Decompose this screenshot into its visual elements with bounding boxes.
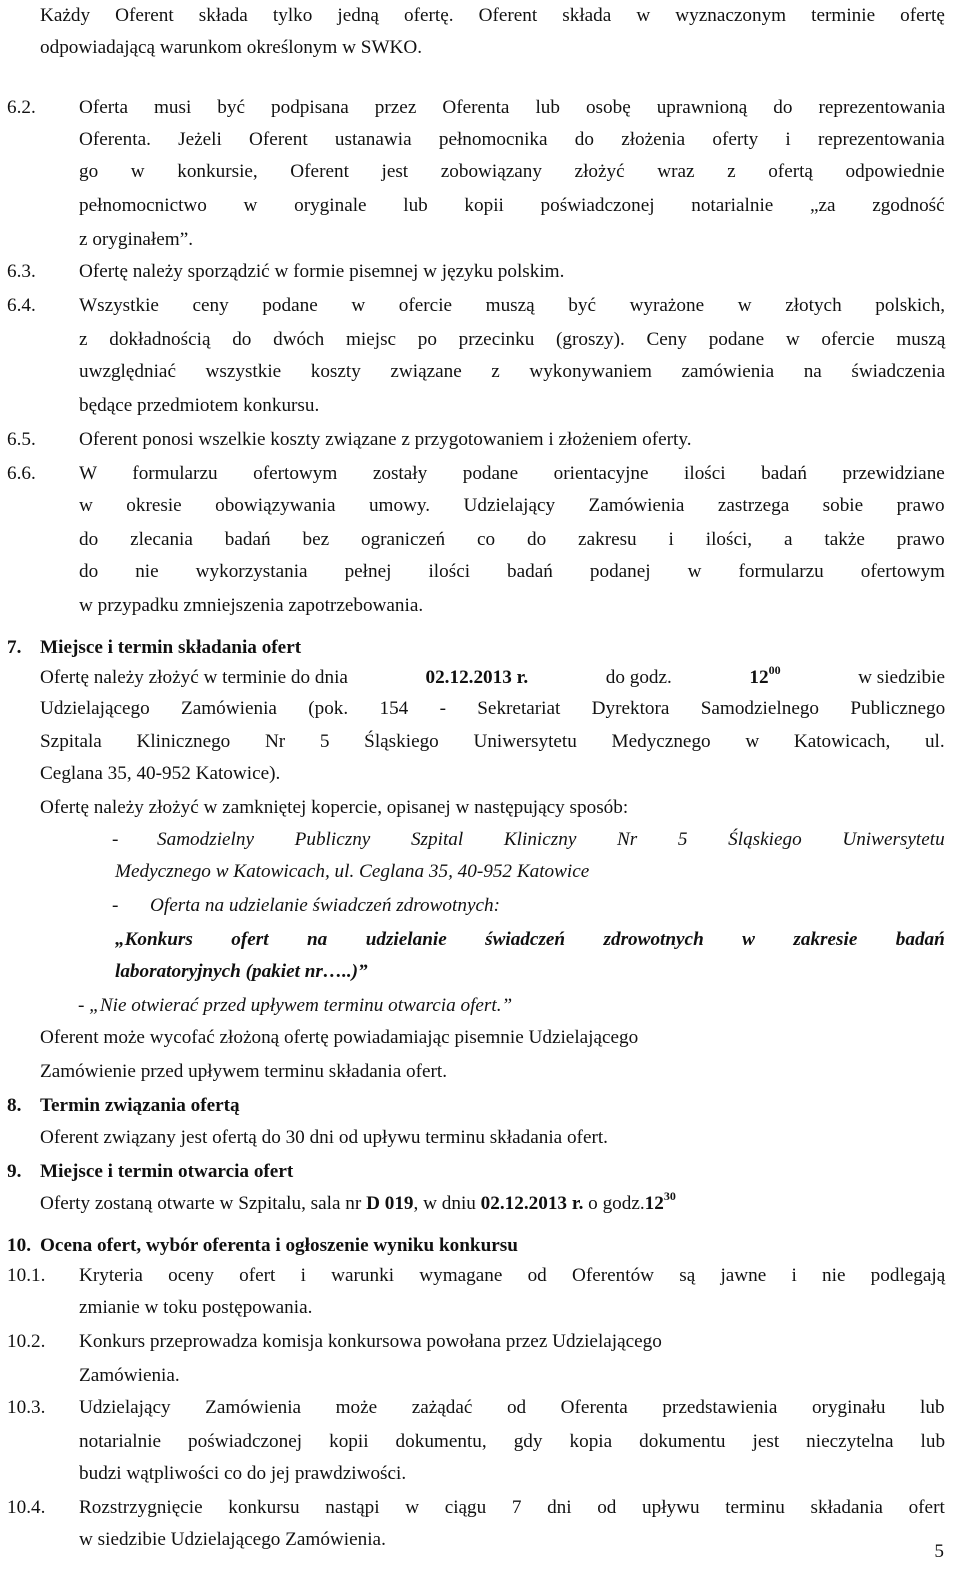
withdraw-line-1: Oferent może wycofać złożoną ofertę powiadamiając pisemnie Udzielającego bbox=[40, 1027, 639, 1048]
section-6-2-line-3: go w konkursie, Oferent jest zobowiązany złożyć wraz z ofertą odpowiednie bbox=[79, 161, 945, 182]
section-6-4-line-3: uwzględniać wszystkie koszty związane z wykonywaniem zamówienia na świadczenia bbox=[79, 361, 946, 382]
section-6-6-line-1: W formularzu ofertowym zostały podane orientacyjne ilości badań przewidziane bbox=[79, 463, 945, 484]
section-7-line-4: Ceglana 35, 40-952 Katowice). bbox=[40, 763, 281, 784]
section-6-4-line-4: będące przedmiotem konkursu. bbox=[79, 395, 320, 416]
section-10-3-line-1: Udzielający Zamówienia może zażądać od Oferenta przedstawienia oryginału lub bbox=[79, 1397, 945, 1418]
section-6-5-line-1: Oferent ponosi wszelkie koszty związane z przygotowaniem i złożeniem oferty. bbox=[79, 429, 692, 450]
withdraw-line-2: Zamówienie przed upływem terminu składania ofert. bbox=[40, 1061, 448, 1082]
section-6-4-line-1: Wszystkie ceny podane w ofercie muszą być wyrażone w złotych polskich, bbox=[79, 295, 946, 316]
deadline-text-b: do godz. bbox=[600, 667, 677, 688]
section-10-4-line-1: Rozstrzygnięcie konkursu nastąpi w ciągu 7 dni od upływu terminu składania ofert bbox=[79, 1497, 945, 1518]
section-6-6-line-3: do zlecania badań bez ograniczeń co do zakresu i ilości, a także prawo bbox=[79, 529, 945, 550]
opening-time bbox=[644, 1189, 676, 1214]
section-10-1-number: 10.1. bbox=[7, 1265, 46, 1286]
deadline-hour: 12 bbox=[749, 667, 769, 688]
section-6-6-line-5: w przypadku zmniejszenia zapotrzebowania. bbox=[79, 595, 424, 616]
section-6-2-line-4: pełnomocnictwo w oryginale lub kopii poświadczonej notarialnie „za zgodność bbox=[79, 195, 945, 216]
section-7-line-3: Szpitala Klinicznego Nr 5 Śląskiego Uniwersytetu Medycznego w Katowicach, ul. bbox=[40, 731, 945, 752]
section-10-2-number: 10.2. bbox=[7, 1331, 46, 1352]
section-7-number: 7. bbox=[7, 637, 22, 658]
section-8-text: Oferent związany jest ofertą do 30 dni od upływu terminu składania ofert. bbox=[40, 1127, 608, 1148]
section-10-1-line-1: Kryteria oceny ofert i warunki wymagane od Oferentów są jawne i nie podlegają bbox=[79, 1265, 946, 1286]
deadline-text-a: Ofertę należy złożyć w terminie do dnia bbox=[40, 667, 353, 688]
section-6-3-number: 6.3. bbox=[7, 261, 36, 282]
section-6-2-line-1: Oferta musi być podpisana przez Oferenta lub osobę uprawnioną do reprezentowania bbox=[79, 97, 946, 118]
deadline-time bbox=[749, 663, 781, 690]
opening-minutes: 30 bbox=[663, 1189, 676, 1203]
section-10-number: 10. bbox=[7, 1235, 31, 1256]
section-7-deadline-line bbox=[40, 663, 945, 690]
deadline-minutes: 00 bbox=[768, 663, 781, 677]
section-6-4-number: 6.4. bbox=[7, 295, 36, 316]
section-9-heading: Miejsce i termin otwarcia ofert bbox=[40, 1161, 294, 1182]
section-10-3-line-3: budzi wątpliwości co do jej prawdziwości. bbox=[79, 1463, 407, 1484]
section-6-6-line-4: do nie wykorzystania pełnej ilości badań podanej w formularzu ofertowym bbox=[79, 561, 945, 582]
section-10-4-line-2: w siedzibie Udzielającego Zamówienia. bbox=[79, 1529, 386, 1550]
address-line-1: Samodzielny Publiczny Szpital Kliniczny Nr 5 Śląskiego Uniwersytetu bbox=[157, 829, 945, 850]
offer-dash: - bbox=[112, 895, 119, 916]
section-6-3-line-1: Ofertę należy sporządzić w formie pisemnej w języku polskim. bbox=[79, 261, 565, 282]
section-10-4-number: 10.4. bbox=[7, 1497, 46, 1518]
offer-label: Oferta na udzielanie świadczeń zdrowotnych: bbox=[150, 895, 500, 916]
deadline-text-c: w siedzibie bbox=[853, 667, 945, 688]
section-10-2-line-1: Konkurs przeprowadza komisja konkursowa powołana przez Udzielającego bbox=[79, 1331, 662, 1352]
opening-text-b: , w dniu bbox=[413, 1193, 481, 1214]
section-6-5-number: 6.5. bbox=[7, 429, 36, 450]
konkurs-title-line-1: „Konkurs ofert na udzielanie świadczeń zdrowotnych w zakresie badań bbox=[115, 929, 945, 950]
section-8-heading: Termin związania ofertą bbox=[40, 1095, 240, 1116]
opening-hour: 12 bbox=[644, 1193, 664, 1214]
page-number: 5 bbox=[934, 1541, 944, 1562]
intro-line-2: odpowiadającą warunkom określonym w SWKO. bbox=[40, 37, 423, 58]
opening-date: 02.12.2013 r. bbox=[480, 1193, 584, 1214]
intro-line-1: Każdy Oferent składa tylko jedną ofertę. Oferent składa w wyznaczonym terminie ofertę bbox=[40, 5, 945, 26]
deadline-date: 02.12.2013 r. bbox=[425, 667, 529, 688]
konkurs-title-line-2: laboratoryjnych (pakiet nr…..)” bbox=[115, 961, 368, 982]
section-9-text bbox=[40, 1189, 676, 1216]
opening-text-a: Oferty zostaną otwarte w Szpitalu, sala nr bbox=[40, 1193, 367, 1214]
address-dash: - bbox=[112, 829, 119, 850]
section-6-2-line-2: Oferenta. Jeżeli Oferent ustanawia pełnomocnika do złożenia oferty i reprezentowania bbox=[79, 129, 945, 150]
section-10-3-line-2: notarialnie poświadczonej kopii dokumentu, gdy kopia dokumentu jest nieczytelna lub bbox=[79, 1431, 946, 1452]
section-10-3-number: 10.3. bbox=[7, 1397, 46, 1418]
section-6-2-line-5: z oryginałem”. bbox=[79, 229, 194, 250]
do-not-open-notice: - „Nie otwierać przed upływem terminu otwarcia ofert.” bbox=[78, 995, 513, 1016]
section-7-heading: Miejsce i termin składania ofert bbox=[40, 637, 302, 658]
section-9-number: 9. bbox=[7, 1161, 22, 1182]
section-10-heading: Ocena ofert, wybór oferenta i ogłoszenie wyniku konkursu bbox=[40, 1235, 518, 1256]
address-line-2: Medycznego w Katowicach, ul. Ceglana 35, 40-952 Katowice bbox=[115, 861, 590, 882]
section-8-number: 8. bbox=[7, 1095, 22, 1116]
section-10-1-line-2: zmianie w toku postępowania. bbox=[79, 1297, 313, 1318]
section-6-2-number: 6.2. bbox=[7, 97, 36, 118]
section-10-2-line-2: Zamówienia. bbox=[79, 1365, 180, 1386]
section-7-envelope-intro: Ofertę należy złożyć w zamkniętej kopercie, opisanej w następujący sposób: bbox=[40, 797, 629, 818]
opening-room: D 019 bbox=[366, 1193, 414, 1214]
opening-text-c: o godz. bbox=[583, 1193, 645, 1214]
section-6-4-line-2: z dokładnością do dwóch miejsc po przecinku (groszy). Ceny podane w ofercie muszą bbox=[79, 329, 946, 350]
section-7-line-2: Udzielającego Zamówienia (pok. 154 - Sekretariat Dyrektora Samodzielnego Publicznego bbox=[40, 698, 946, 719]
section-6-6-number: 6.6. bbox=[7, 463, 36, 484]
section-6-6-line-2: w okresie obowiązywania umowy. Udzielający Zamówienia zastrzega sobie prawo bbox=[79, 495, 945, 516]
